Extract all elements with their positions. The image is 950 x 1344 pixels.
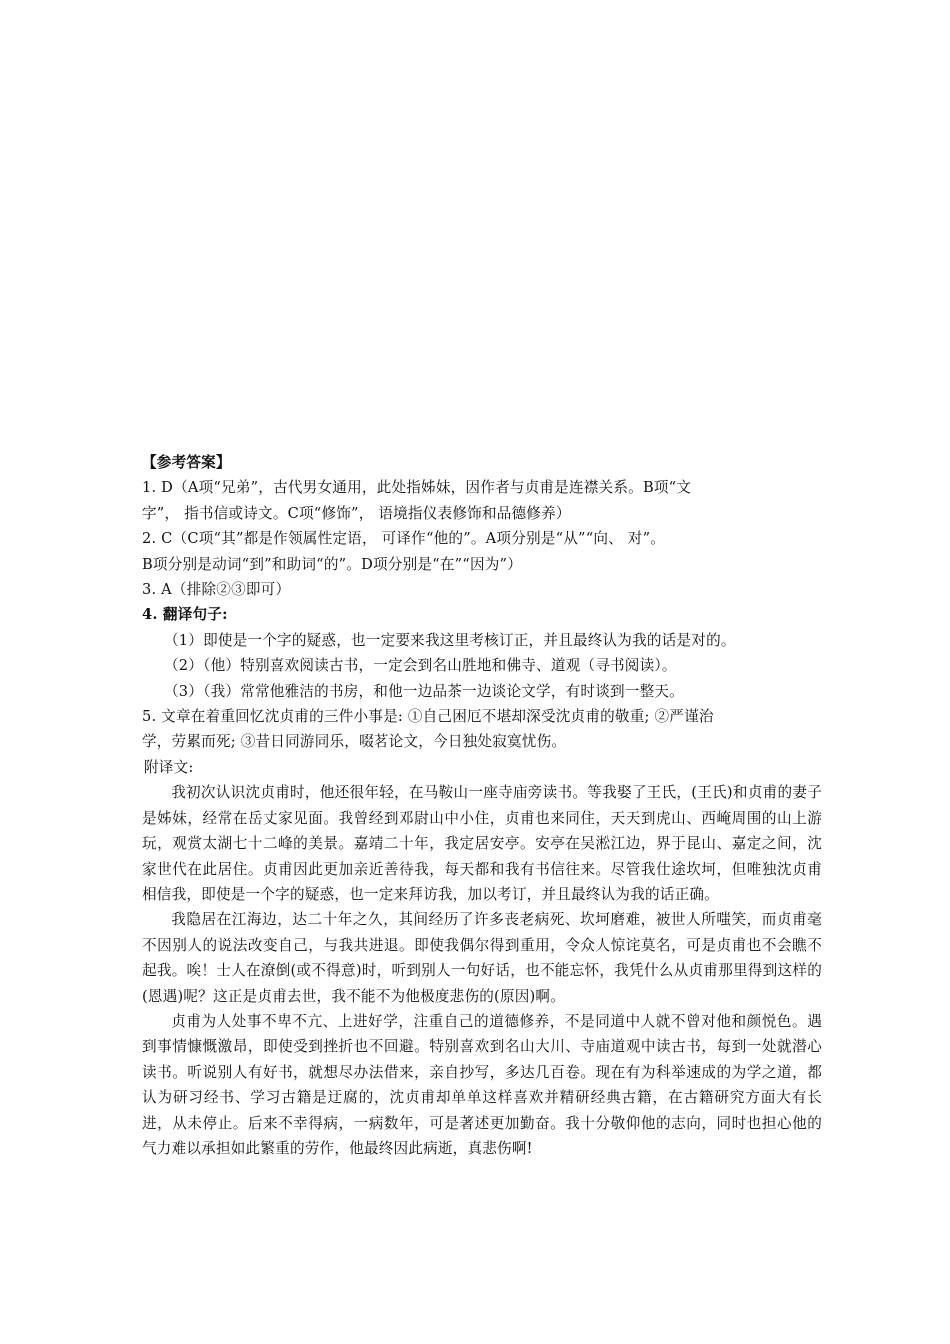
translation-paragraph-2: 我隐居在江海边，达二十年之久，其间经历了许多丧老病死、坎坷磨难，被世人所嗤笑，而贞甫毫不因别人的说法改变自己，与我共进退。即使我偶尔得到重用，令众人惊诧莫名，可是贞甫也不会瞧不起我。唉！士人在潦倒(或不得意)时，听到别人一句好话，也不能忘怀，我凭什么从贞甫那里得到这样的(恩遇)呢？这正是贞甫去世，我不能不为他极度悲伤的(原因)啊。 xyxy=(142,911,822,1005)
answer-4-title: 4. 翻译句子: xyxy=(142,606,228,624)
answer-section xyxy=(142,450,822,1161)
answer-2-line-2: B项分别是动词“到”和助词“的”。D项分别是“在”“因为”） xyxy=(142,555,522,573)
answer-5-line-2: 学，劳累而死; ③昔日同游同乐，啜茗论文，今日独处寂寞忧伤。 xyxy=(142,733,567,751)
answer-3: 3. A（排除②③即可） xyxy=(142,581,291,599)
answer-4-item-2: （2）（他）特别喜欢阅读古书，一定会到名山胜地和佛寺、道观（寻书阅读）。 xyxy=(164,657,677,675)
answer-1-line-2: 字”， 指书信或诗文。C项“修饰”， 语境指仪表修饰和品德修养） xyxy=(142,504,571,522)
translation-title: 附译文: xyxy=(144,758,194,776)
answer-1-line-1: 1. D（A项“兄弟”，古代男女通用，此处指姊妹，因作者与贞甫是连襟关系。B项“文 xyxy=(142,479,692,497)
answer-5-line-1: 5. 文章在着重回忆沈贞甫的三件小事是: ①自己困厄不堪却深受沈贞甫的敬重; ②严谨治 xyxy=(142,708,714,726)
answer-4-item-1: （1）即使是一个字的疑惑，也一定要来我这里考核订正，并且最终认为我的话是对的。 xyxy=(164,631,736,649)
answer-2-line-1: 2. C（C项“其”都是作领属性定语， 可译作“他的”。A项分别是“从”“向、 对”。 xyxy=(142,530,666,548)
answer-4-item-3: （3）（我）常常他雅洁的书房，和他一边品茶一边谈论文学，有时谈到一整天。 xyxy=(164,682,684,700)
translation-paragraph-1: 我初次认识沈贞甫时，他还很年轻，在马鞍山一座寺庙旁读书。等我娶了王氏，(王氏)和贞甫的妻子是姊妹，经常在岳丈家见面。我曾经到邓尉山中小住，贞甫也来同住，天天到虎山、西崦周围的山上游玩，观赏太湖七十二峰的美景。嘉靖二十年，我定居安亭。安亭在吴淞江边，界于昆山、嘉定之间，沈家世代在此居住。贞甫因此更加亲近善待我，每天都和我有书信往来。尽管我仕途坎坷，但唯独沈贞甫相信我，即使是一个字的疑惑，也一定来拜访我，加以考订，并且最终认为我的话正确。 xyxy=(142,784,822,903)
answers-heading: 【参考答案】 xyxy=(142,454,231,471)
translation-paragraph-3: 贞甫为人处事不卑不亢、上进好学，注重自己的道德修养，不是同道中人就不曾对他和颜悦色。遇到事情慷慨激昂，即使受到挫折也不回避。特别喜欢到名山大川、寺庙道观中读古书，每到一处就潜心读书。听说别人有好书，就想尽办法借来，亲自抄写，多达几百卷。现在有为科举速成的为学之道，都认为研习经书、学习古籍是迂腐的，沈贞甫却单单这样喜欢并精研经典古籍，在古籍研究方面大有长进，从未停止。后来不幸得病，一病数年，可是著述更加勤奋。我十分敬仰他的志向，同时也担心他的气力难以承担如此繁重的劳作，他最终因此病逝，真悲伤啊! xyxy=(142,1012,822,1157)
